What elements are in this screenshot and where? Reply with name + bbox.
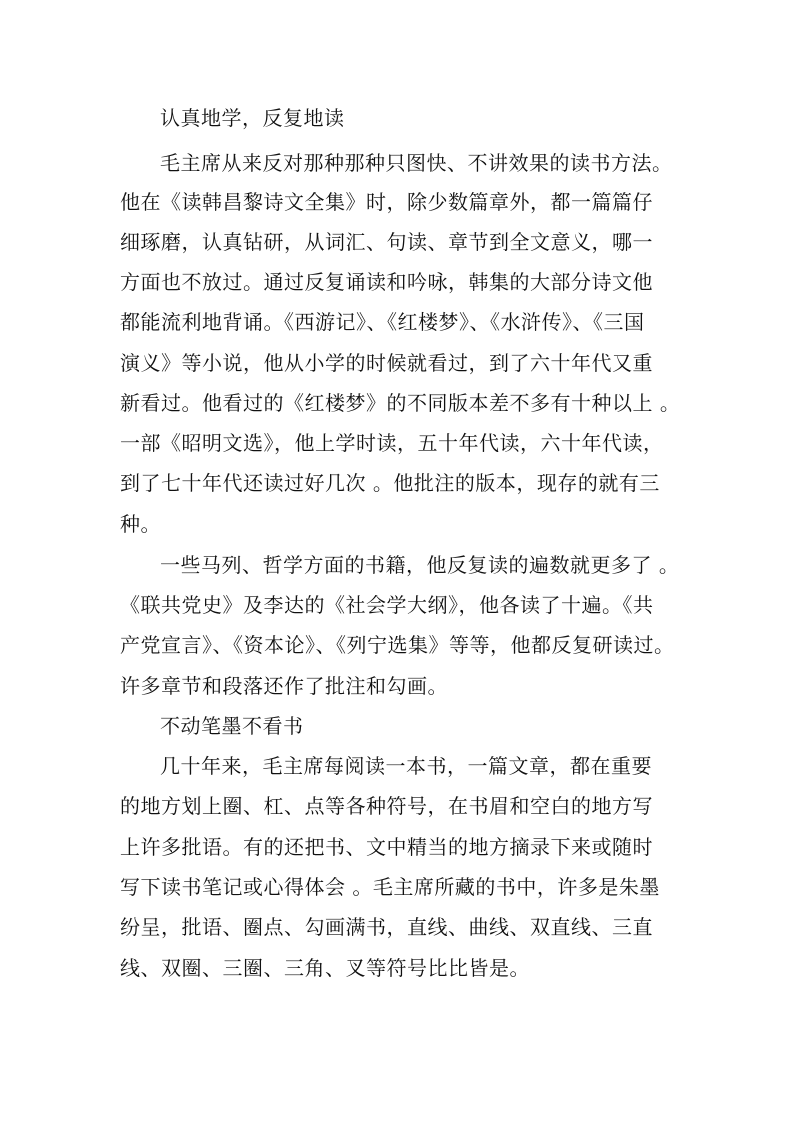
paragraph-line: 都能流利地背诵。《西游记》、《红楼梦》、《水浒传》、《三国 — [120, 310, 645, 334]
paragraph-line: 种。 — [120, 512, 161, 536]
paragraph-line: 许多章节和段落还作了批注和勾画。 — [120, 674, 448, 698]
paragraph-line: 的地方划上圈、杠、点等各种符号，在书眉和空白的地方写 — [120, 794, 653, 818]
paragraph-line: 到了七十年代还读过好几次 。他批注的版本，现存的就有三 — [120, 471, 660, 495]
paragraph-line: 细琢磨，认真钻研，从词汇、句读、章节到全文意义，哪一 — [120, 230, 653, 254]
section-heading-2: 不动笔墨不看书 — [160, 714, 304, 738]
paragraph-line: 《联共党史》及李达的《社会学大纲》，他各读了十遍。《共 — [120, 593, 654, 617]
paragraph-line: 产党宣言》、《资本论》、《列宁选集》等等，他都反复研读过。 — [120, 633, 675, 657]
paragraph-line: 写下读书笔记或心得体会 。毛主席所藏的书中，许多是朱墨 — [120, 875, 660, 899]
paragraph-line: 他在《读韩昌黎诗文全集》时，除少数篇章外，都一篇篇仔 — [120, 190, 653, 214]
paragraph-line: 演义》等小说，他从小学的时候就看过，到了六十年代又重 — [120, 351, 653, 375]
paragraph-line: 方面也不放过。通过反复诵读和吟咏，韩集的大部分诗文他 — [120, 270, 653, 294]
paragraph-line: 一部《昭明文选》，他上学时读，五十年代读，六十年代读， — [120, 431, 664, 455]
paragraph-line: 上许多批语。有的还把书、文中精当的地方摘录下来或随时 — [120, 835, 653, 859]
paragraph-line: 一些马列、哲学方面的书籍，他反复读的遍数就更多了 。 — [160, 553, 680, 577]
paragraph-line: 毛主席从来反对那种那种只图快、不讲效果的读书方法。 — [160, 151, 673, 175]
paragraph-line: 线、双圈、三圈、三角、叉等符号比比皆是。 — [120, 956, 530, 980]
paragraph-line: 纷呈，批语、圈点、勾画满书，直线、曲线、双直线、三直 — [120, 915, 653, 939]
paragraph-line: 几十年来，毛主席每阅读一本书，一篇文章，都在重要 — [160, 754, 652, 778]
paragraph-line: 新看过。他看过的《红楼梦》的不同版本差不多有十种以上 。 — [120, 391, 681, 415]
section-heading-1: 认真地学，反复地读 — [160, 106, 345, 130]
